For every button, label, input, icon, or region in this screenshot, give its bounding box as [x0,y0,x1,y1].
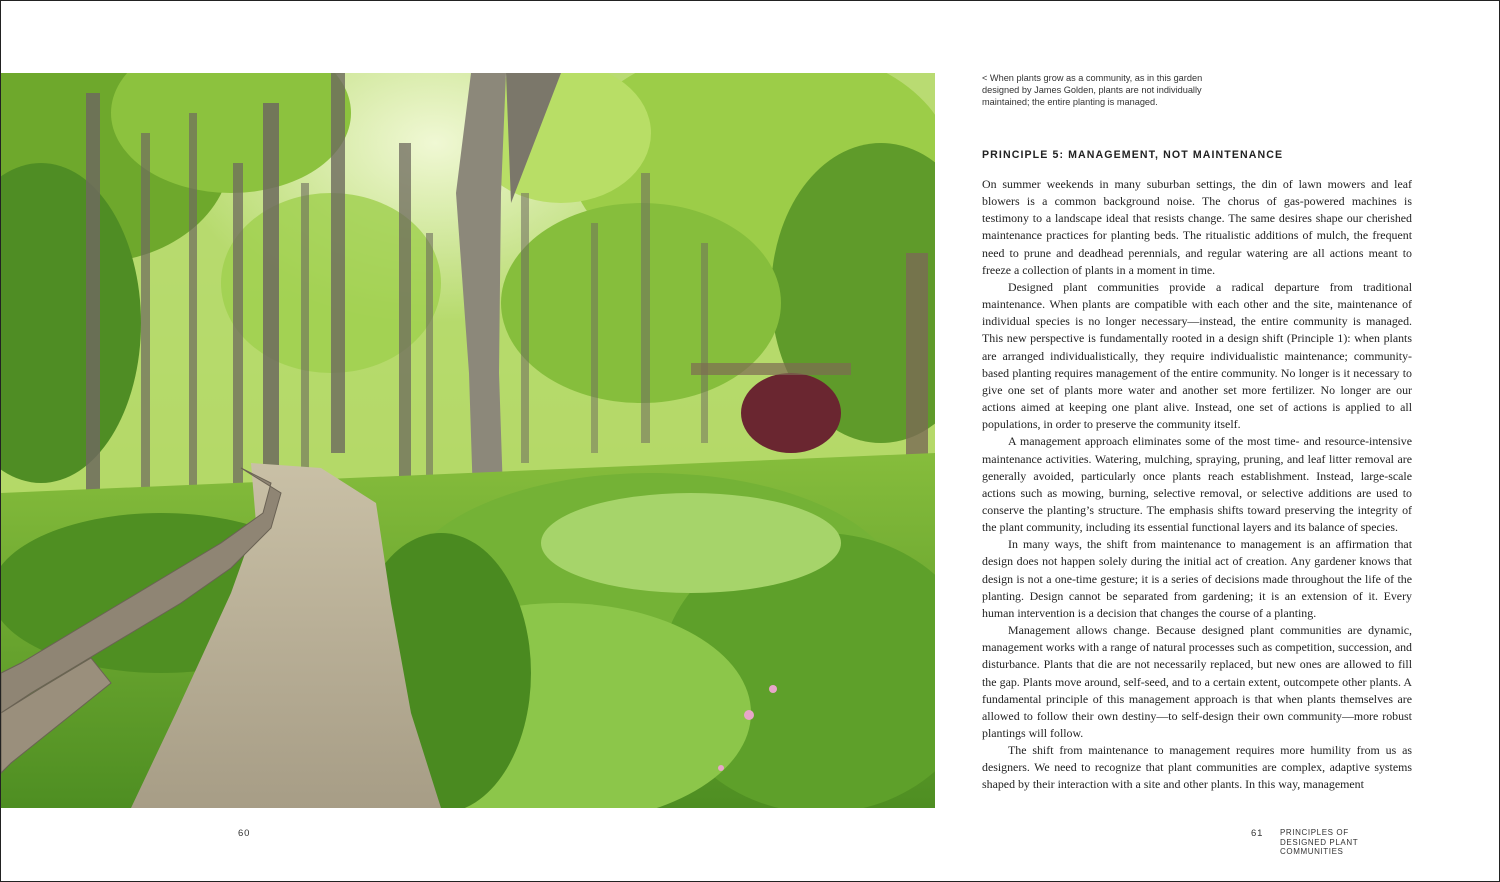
pink-flower [744,710,754,720]
page-number-right: 61 [1251,828,1264,839]
photo-caption: < When plants grow as a community, as in this garden designed by James Golden, plants are not individually maintained; the entire planting is managed. [982,73,1203,108]
section-heading: PRINCIPLE 5: MANAGEMENT, NOT MAINTENANCE [982,149,1284,161]
paragraph: Management allows change. Because designed plant communities are dynamic, management works with a range of natural processes such as competition, succession, and disturbance. Plants that die are not necessarily replaced, but new ones are allowed to fill the gap. Plants move around, self-seed, and to a certain extent, outcompete other plants. A fundamental principle of this management approach is that when plants themselves are allowed to follow their own destiny—to self-design their own community—more robust plantings will follow. [982,623,1412,740]
running-head-line: COMMUNITIES [1280,847,1344,856]
red-maple-shrub [741,373,841,453]
garden-photo [1,73,935,808]
paragraph: On summer weekends in many suburban settings, the din of lawn mowers and leaf blowers is a common background noise. The chorus of gas-powered machines is testimony to a landscape ideal that resists change. The same desires shape our cherished maintenance practices for planting beds. The ritualistic additions of mulch, the frequent need to prune and deadhead perennials, and regular watering are all actions meant to freeze a collection of plants in a moment in time. [982,177,1412,277]
paragraph: The shift from maintenance to management requires more humility from us as designers. We need to recognize that plant communities are complex, adaptive systems shaped by their interaction with a site and other plants. In this way, management [982,743,1412,792]
paragraph: In many ways, the shift from maintenance to management is an affirmation that design does not happen solely during the initial act of creation. Any gardener knows that design is not a one-time gesture; it is a series of decisions made throughout the life of the planting. Design cannot be separated from gardening; it is an extension of it. Every human intervention is a decision that changes the course of a planting. [982,537,1412,620]
body-text [982,176,1412,794]
paragraph: Designed plant communities provide a radical departure from traditional maintenance. When plants are compatible with each other and the site, maintenance of individual species is no longer necessary—instead, the entire community is managed. This new perspective is fundamentally rooted in a design shift (Principle 1): when plants are arranged individualistically, they require individualistic maintenance; community-based planting requires management of the entire community. No longer is it necessary to give one set of plants more water and another set more fertilizer. No longer are our actions aimed at keeping one plant alive. Instead, one set of actions is applied to all populations, in order to preserve the community itself. [982,279,1412,432]
page-number-left: 60 [238,828,251,839]
boardwalk [691,363,851,375]
running-head [1280,828,1400,857]
paragraph: A management approach eliminates some of the most time- and resource-intensive maintenance activities. Watering, mulching, spraying, pruning, and leaf litter removal are generally avoided, particularly once plants reach establishment. Instead, large-scale actions such as mowing, burning, selective removal, or selective additions are used to conserve the planting’s structure. The emphasis shifts toward preserving the integrity of the plant community, including its essential functional layers and its balance of species. [982,434,1412,535]
running-head-line: DESIGNED PLANT [1280,837,1359,847]
running-head-line: PRINCIPLES OF [1280,828,1349,837]
